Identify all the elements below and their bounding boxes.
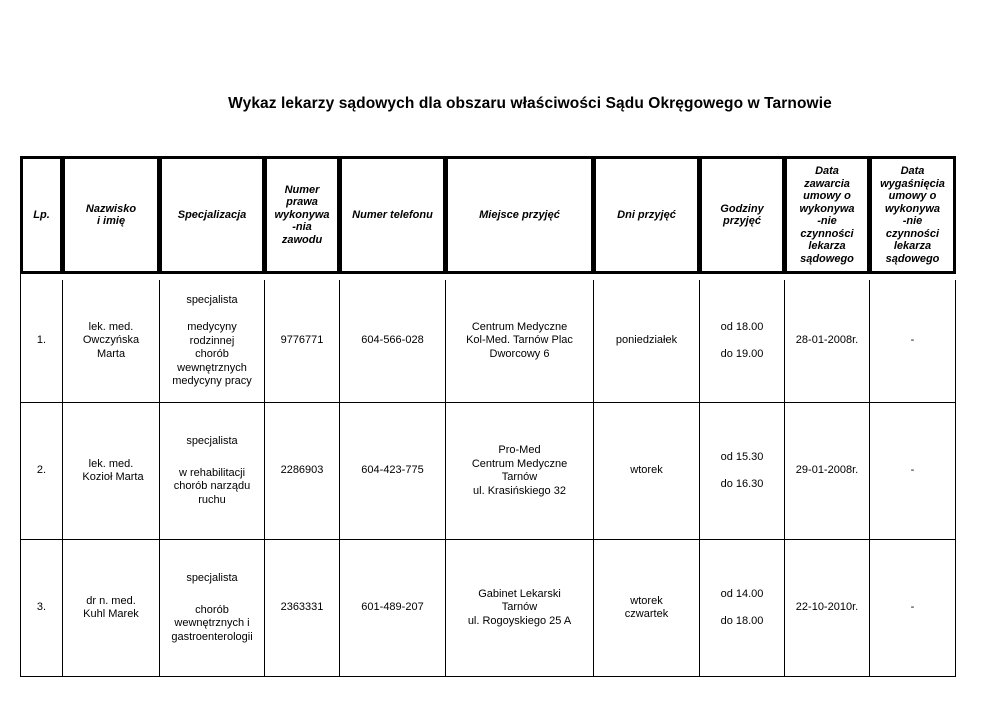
header-line: umowy o — [803, 190, 851, 202]
header-line: sądowego — [885, 252, 940, 265]
place-line: ul. Rogoyskiego 25 A — [467, 614, 572, 627]
spec-line: chorób — [195, 348, 229, 360]
col-specialization-header: Specjalizacja — [160, 156, 265, 274]
cell-contract-start: 29-01-2008r. — [785, 403, 870, 540]
header-line: lekarza — [893, 240, 932, 252]
spec-line: ruchu — [198, 493, 226, 506]
name-line: lek. med. — [88, 457, 134, 470]
spec-heading: specjalista — [186, 572, 238, 584]
spec-line: chorób narządu — [173, 480, 251, 492]
place-line: ul. Krasińskiego 32 — [473, 484, 566, 497]
cell-specialization — [160, 280, 265, 403]
header-line: czynności — [885, 227, 940, 240]
cell-place — [446, 280, 594, 403]
cell-specialization — [160, 403, 265, 540]
name-line: Owczyńska — [82, 334, 140, 347]
hours-to: do 18.00 — [720, 615, 764, 627]
name-line: dr n. med. — [86, 594, 136, 607]
hours-from: od 14.00 — [720, 587, 764, 600]
spec-line: medycyny — [187, 321, 237, 333]
place-line: Gabinet Lekarski — [478, 587, 561, 600]
cell-phone: 604-566-028 — [340, 280, 446, 403]
cell-contract-end: - — [870, 540, 956, 677]
spec-line: wewnętrznych — [177, 361, 247, 374]
day-line: czwartek — [624, 608, 669, 620]
cell-contract-start: 22-10-2010r. — [785, 540, 870, 677]
header-line: -nia — [292, 221, 312, 234]
cell-hours — [700, 540, 785, 677]
table-header-row — [20, 156, 956, 274]
cell-place — [446, 403, 594, 540]
cell-license: 2363331 — [265, 540, 340, 677]
header-line: sądowego — [800, 252, 854, 265]
header-line: wygaśnięcia — [880, 177, 945, 190]
cell-contract-start: 28-01-2008r. — [785, 280, 870, 403]
spec-heading: specjalista — [186, 293, 238, 306]
header-line: prawa — [286, 196, 318, 209]
header-line: umowy o — [888, 190, 937, 202]
hours-to: do 16.30 — [720, 478, 764, 490]
cell-days — [594, 280, 700, 403]
spec-line: w rehabilitacji — [178, 466, 246, 479]
spec-line: chorób — [195, 603, 229, 616]
table-row — [20, 403, 956, 540]
cell-lp: 3. — [20, 540, 63, 677]
cell-license: 9776771 — [265, 280, 340, 403]
spec-heading: specjalista — [186, 435, 238, 447]
header-line: i imię — [96, 215, 126, 227]
page-title: Wykaz lekarzy sądowych dla obszaru właściwości Sądu Okręgowego w Tarnowie — [228, 95, 832, 112]
place-line: Dworcowy 6 — [489, 347, 550, 360]
hours-from: od 18.00 — [720, 320, 764, 333]
col-license-header — [265, 156, 340, 274]
doctors-table — [20, 156, 956, 677]
spec-line: gastroenterologii — [171, 630, 253, 643]
col-lp-header: Lp. — [20, 156, 63, 274]
spec-line: wewnętrznych i — [174, 617, 250, 629]
cell-days — [594, 540, 700, 677]
cell-place — [446, 540, 594, 677]
header-line: Numer — [284, 183, 320, 196]
cell-specialization — [160, 540, 265, 677]
name-line: Kuhl Marek — [83, 608, 139, 620]
col-place-header: Miejsce przyjęć — [446, 156, 594, 274]
header-line: wykonywa — [884, 202, 941, 215]
cell-days — [594, 403, 700, 540]
header-line: Godziny — [720, 202, 764, 215]
name-line: Kozioł Marta — [82, 471, 144, 483]
place-line: Tarnów — [501, 471, 538, 483]
col-contract-start-header — [785, 156, 870, 274]
header-line: czynności — [800, 227, 854, 240]
col-hours-header — [700, 156, 785, 274]
header-line: -nie — [902, 215, 923, 227]
place-line: Tarnów — [501, 601, 538, 614]
cell-name — [63, 540, 160, 677]
name-line: Marta — [96, 347, 126, 360]
header-line: Data — [815, 165, 839, 177]
header-line: Nazwisko — [85, 202, 137, 215]
cell-name — [63, 280, 160, 403]
cell-contract-end: - — [870, 403, 956, 540]
cell-hours — [700, 403, 785, 540]
header-line: wykonywa — [274, 208, 330, 221]
col-name-header — [63, 156, 160, 274]
cell-phone: 601-489-207 — [340, 540, 446, 677]
col-contract-end-header — [870, 156, 956, 274]
cell-name — [63, 403, 160, 540]
header-line: Data — [900, 165, 925, 177]
header-line: -nie — [817, 215, 837, 227]
cell-lp: 2. — [20, 403, 63, 540]
place-line: Kol-Med. Tarnów Plac — [466, 334, 573, 347]
header-line: zawarcia — [804, 177, 850, 190]
hours-to: do 19.00 — [720, 348, 764, 360]
cell-contract-end: - — [870, 280, 956, 403]
hours-from: od 15.30 — [720, 450, 764, 463]
header-line: wykonywa — [799, 202, 855, 215]
day-line: poniedziałek — [615, 334, 678, 347]
cell-lp: 1. — [20, 280, 63, 403]
table-row — [20, 280, 956, 403]
cell-phone: 604-423-775 — [340, 403, 446, 540]
day-line: wtorek — [630, 594, 663, 607]
name-line: lek. med. — [88, 320, 134, 333]
col-phone-header: Numer telefonu — [340, 156, 446, 274]
header-line: lekarza — [808, 240, 846, 252]
spec-line: rodzinnej — [189, 334, 235, 347]
header-line: przyjęć — [723, 215, 761, 227]
place-line: Centrum Medyczne — [471, 457, 568, 470]
table-row — [20, 540, 956, 677]
spec-line: medycyny pracy — [172, 375, 252, 387]
col-days-header: Dni przyjęć — [594, 156, 700, 274]
place-line: Pro-Med — [498, 444, 541, 456]
header-line: zawodu — [281, 233, 323, 246]
cell-hours — [700, 280, 785, 403]
day-line: wtorek — [630, 464, 663, 477]
place-line: Centrum Medyczne — [471, 320, 568, 333]
cell-license: 2286903 — [265, 403, 340, 540]
